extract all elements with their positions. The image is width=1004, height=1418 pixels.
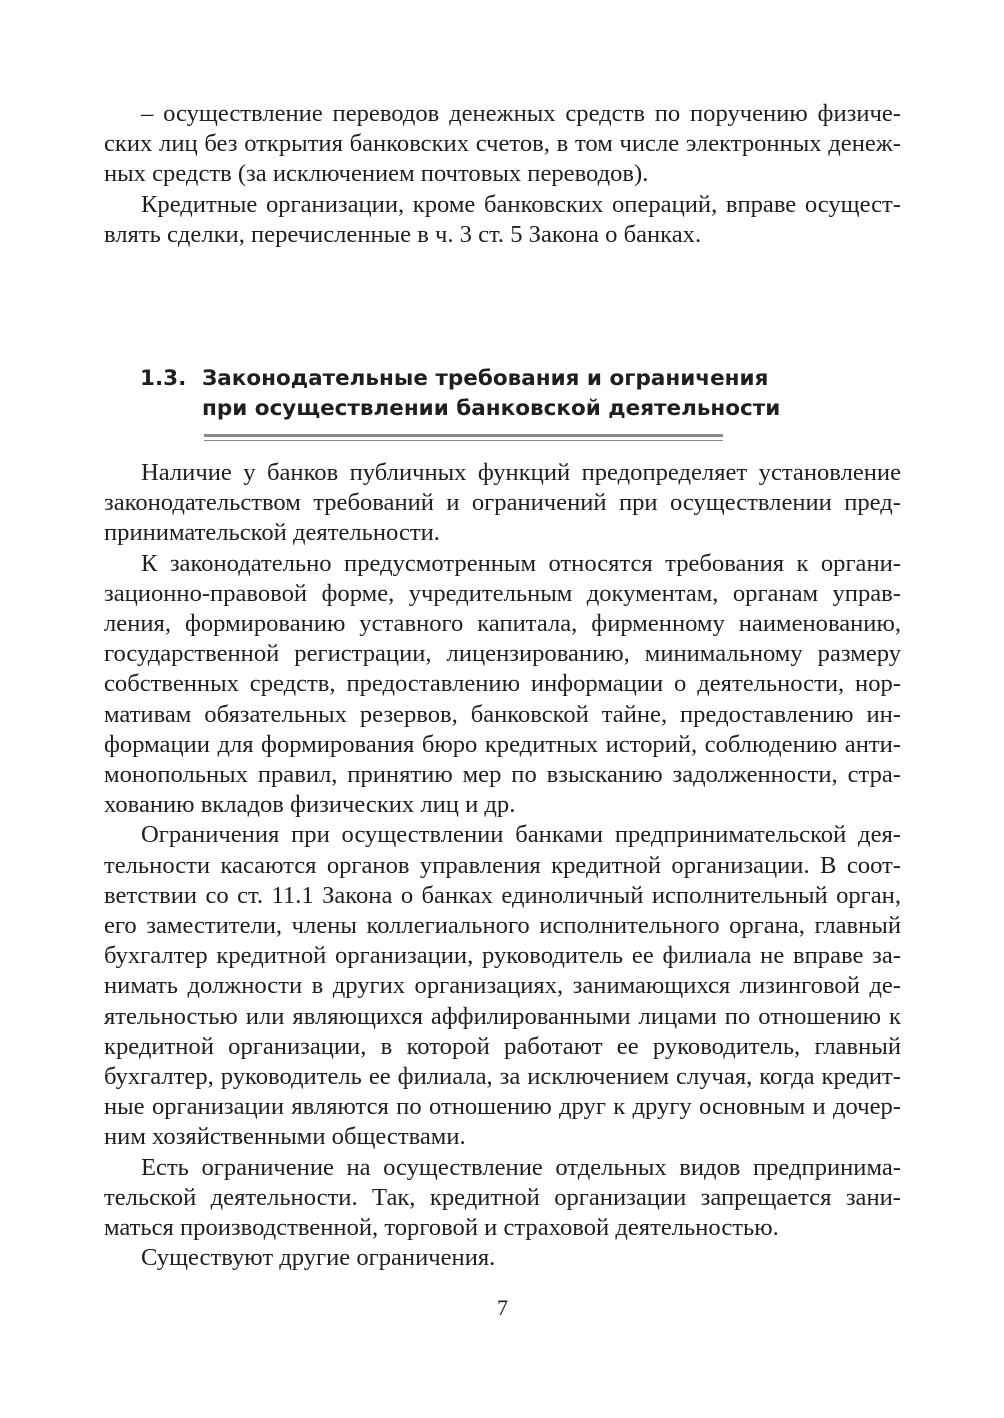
paragraph-requirements: К законодательно предусмотренным относятся требования к организационно-правовой форме, учредительным документам, органам управления, формированию уставного капитала, фирменному наименованию, государственной регистрации, лицензированию, минимальному размеру собственных средств, предоставлению информации о деятельности, нормативам обязательных резервов, банковской тайне, предоставлению информации для формирования бюро кредитных историй, соблюдению антимонопольных правил, принятию мер по взысканию задолженности, страхованию вкладов физических лиц и др. <box>104 549 901 819</box>
section-title <box>202 364 781 424</box>
intro-text-block <box>104 99 901 250</box>
section-body <box>104 458 901 1273</box>
paragraph-other-restrictions: Существуют другие ограничения. <box>141 1244 496 1272</box>
section-title-line-1: Законодательные требования и ограничения <box>202 366 769 391</box>
paragraph-management-restrictions: Ограничения при осуществлении банками предпринимательской деятельности касаются органов управления кредитной организации. В соответствии со ст. 11.1 Закона о банках единоличный исполнительный орган, его заместители, члены коллегиального исполнительного органа, главный бухгалтер кредитной организации, руководитель ее филиала не вправе занимать должности в других организациях, занимающихся лизинговой деятельностью или являющихся аффилированными лицами по отношению к кредитной организации, в которой работают ее руководитель, главный бухгалтер, руководитель ее филиала, за исключением случая, когда кредитные организации являются по отношению друг к другу основным и дочерним хозяйственными обществами. <box>104 821 901 1151</box>
page-number: 7 <box>497 1295 508 1320</box>
section-number: 1.3. <box>140 366 187 391</box>
paragraph-transfers: – осуществление переводов денежных средств по поручению физических лиц без открытия банковских счетов, в том числе электронных денежных средств (за исключением почтовых переводов). <box>104 100 901 188</box>
heading-double-rule <box>204 434 723 442</box>
paragraph-activity-restrictions: Есть ограничение на осуществление отдельных видов предпринимательской деятельности. Так, кредитной организации запрещается заниматься производственной, торговой и страховой деятельностью. <box>104 1153 901 1242</box>
heading-rule-thick <box>204 434 723 437</box>
paragraph-public-functions: Наличие у банков публичных функций предопределяет установление законодательством требований и ограничений при осуществлении предпринимательской деятельности. <box>104 459 901 547</box>
heading-rule-thin <box>204 440 723 441</box>
paragraph-credit-orgs-deals: Кредитные организации, кроме банковских операций, вправе осуществлять сделки, перечисленные в ч. 3 ст. 5 Закона о банках. <box>104 190 901 248</box>
section-title-line-2: при осуществлении банковской деятельности <box>202 396 781 421</box>
